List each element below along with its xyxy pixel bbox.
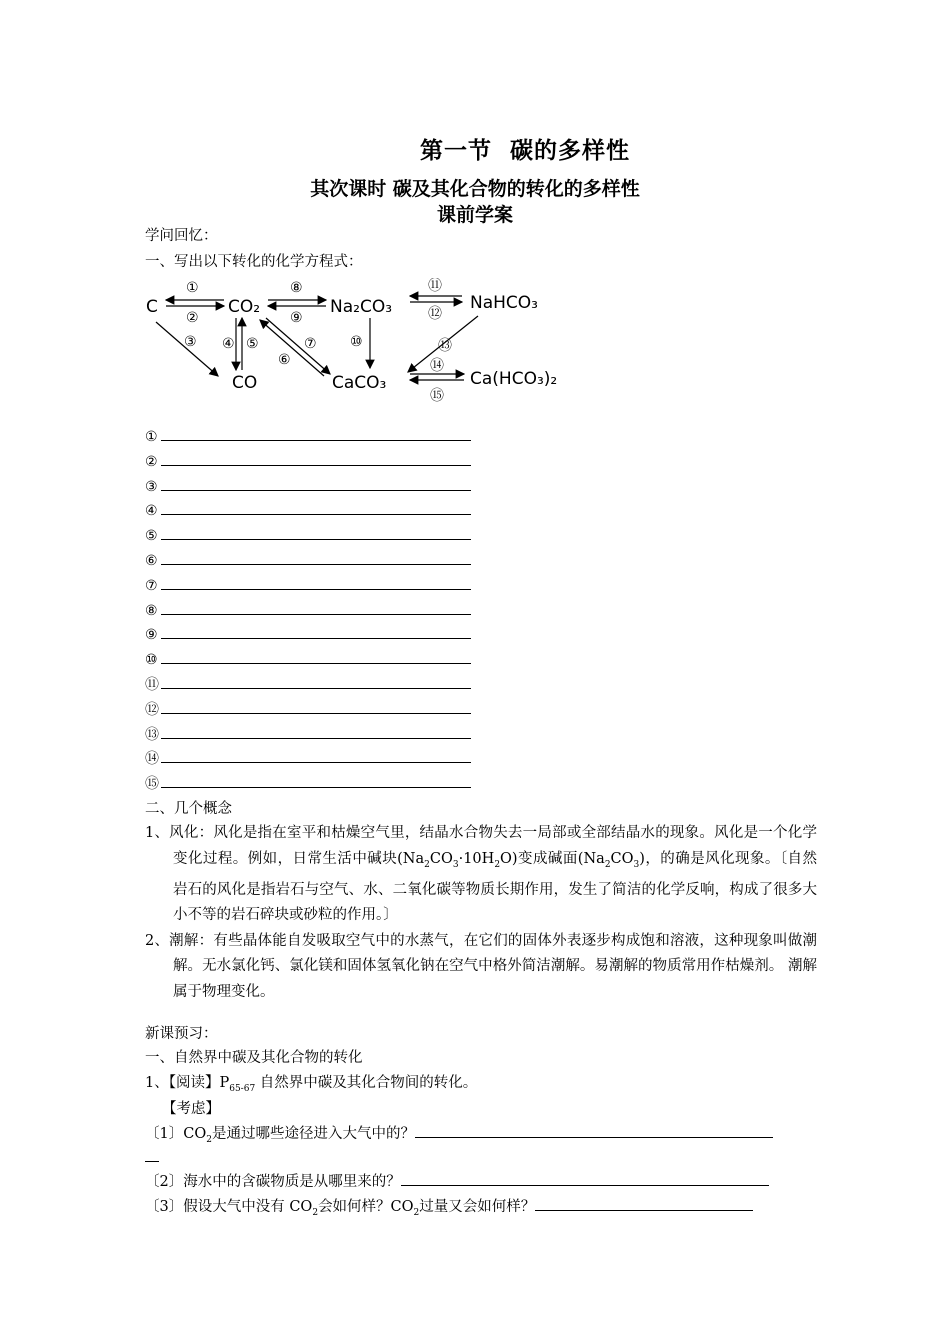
equation-number: ⑨ xyxy=(145,627,158,644)
equation-row xyxy=(145,500,471,519)
equation-row xyxy=(145,624,471,643)
equation-row xyxy=(145,748,471,768)
equation-number: ⑦ xyxy=(145,577,158,594)
equation-number: ② xyxy=(145,453,158,470)
answer-blank-2[interactable] xyxy=(401,1171,769,1186)
equation-number: ⑬ xyxy=(145,726,159,743)
equation-blank[interactable] xyxy=(161,426,471,441)
equation-blank[interactable] xyxy=(161,624,471,639)
node-co: CO xyxy=(232,373,258,393)
node-caco3: CaCO₃ xyxy=(332,373,387,393)
q2-text: 〔2〕海水中的含碳物质是从哪里来的？ xyxy=(145,1174,401,1190)
section-title-text: 碳的多样性 xyxy=(510,137,630,164)
preview-section1: 一、自然界中碳及其化合物的转化 xyxy=(145,1050,363,1066)
equation-number: ⑧ xyxy=(145,602,158,619)
equation-number: ③ xyxy=(145,478,158,495)
q1-text: 是通过哪些途径进入大气中的？ xyxy=(211,1126,415,1142)
sub: 2 xyxy=(312,1207,319,1218)
node-na2co3: Na₂CO₃ xyxy=(330,297,393,317)
read-text: 自然界中碳及其化合物间的转化。 xyxy=(255,1075,478,1091)
equation-blank[interactable] xyxy=(161,724,471,739)
answer-blank-3[interactable] xyxy=(535,1196,753,1211)
label-12: ⑫ xyxy=(428,306,442,322)
equation-blank[interactable] xyxy=(161,575,471,590)
preview-heading: 新课预习： xyxy=(145,1026,218,1042)
label-6: ⑥ xyxy=(278,352,291,368)
label-9: ⑨ xyxy=(290,310,303,326)
equation-row xyxy=(145,699,471,719)
label-8: ⑧ xyxy=(290,280,303,296)
label-1: ① xyxy=(186,280,199,296)
equation-blank[interactable] xyxy=(161,451,471,466)
sub: 2 xyxy=(604,859,611,870)
equation-number: ⑫ xyxy=(145,701,159,718)
equation-blank[interactable] xyxy=(161,600,471,615)
equation-blank[interactable] xyxy=(161,649,471,664)
equation-row xyxy=(145,426,471,445)
equation-row xyxy=(145,525,471,544)
preview-read xyxy=(145,1073,477,1099)
concepts-body xyxy=(145,821,817,1005)
question-3 xyxy=(145,1196,753,1223)
equation-number: ⑮ xyxy=(145,776,159,793)
node-nahco3: NaHCO₃ xyxy=(470,293,538,313)
equation-row xyxy=(145,451,471,470)
q1-text: 〔1〕CO xyxy=(145,1126,207,1142)
concept-weathering xyxy=(145,821,817,929)
lesson-title: 其次课时 碳及其化合物的转化的多样性 xyxy=(310,178,640,200)
answer-blank-1b[interactable] xyxy=(145,1147,159,1162)
node-c: C xyxy=(146,297,158,317)
equation-row xyxy=(145,476,471,495)
equation-number: ⑥ xyxy=(145,553,158,569)
label-15: ⑮ xyxy=(430,388,444,404)
sub: 3 xyxy=(452,859,459,870)
weathering-text: CO xyxy=(429,850,453,867)
node-cahco3: Ca(HCO₃)₂ xyxy=(470,369,558,389)
sub: 2 xyxy=(424,859,430,870)
read-text: 1、【阅读】P xyxy=(145,1075,230,1091)
equation-row xyxy=(145,674,471,694)
conversion-diagram xyxy=(142,278,592,408)
label-2: ② xyxy=(186,310,199,326)
concepts-heading: 二、几个概念 xyxy=(145,801,232,817)
label-4: ④ xyxy=(222,336,235,352)
question-2 xyxy=(145,1171,769,1192)
equation-row xyxy=(145,724,471,744)
node-co2: CO₂ xyxy=(228,297,261,317)
equation-blank[interactable] xyxy=(161,500,471,515)
lesson-subtitle: 课前学案 xyxy=(436,204,513,226)
q3-text: 〔3〕假设大气中没有 CO xyxy=(145,1199,313,1215)
weathering-text: ·10H xyxy=(458,850,495,867)
equation-blank[interactable] xyxy=(161,674,471,689)
answer-blank-1[interactable] xyxy=(415,1123,773,1138)
sub: 2 xyxy=(413,1207,420,1218)
equation-number: ⑪ xyxy=(145,677,159,693)
equation-number: ④ xyxy=(145,503,158,520)
equation-blank[interactable] xyxy=(161,476,471,491)
weathering-text: CO xyxy=(610,850,634,867)
equation-row xyxy=(145,575,471,594)
sub: 2 xyxy=(494,859,501,870)
equation-number: ⑤ xyxy=(145,528,158,545)
equation-blank[interactable] xyxy=(161,550,471,565)
equation-blank[interactable] xyxy=(161,748,471,763)
think-heading: 【考虑】 xyxy=(162,1101,220,1117)
label-13: ⑬ xyxy=(438,338,452,354)
equation-row xyxy=(145,649,471,668)
label-3: ③ xyxy=(184,334,197,350)
sub: 3 xyxy=(633,859,640,870)
sub: 2 xyxy=(206,1134,212,1145)
arrow-7 xyxy=(266,318,330,374)
question-1-continuation xyxy=(145,1147,159,1168)
weathering-text: 1、风化：风化是指在室平和枯燥空气里，结晶水合物失去一局部或全部结晶水的现象。风化是一个化学变化过程。例如，日常生活中碱块(Na xyxy=(145,825,817,867)
question-1 xyxy=(145,1123,773,1150)
equation-blank[interactable] xyxy=(161,773,471,788)
label-10: ⑩ xyxy=(350,334,363,350)
review-task1: 一、写出以下转化的化学方程式： xyxy=(145,254,363,270)
section-title xyxy=(0,132,950,165)
equation-row xyxy=(145,550,471,569)
page-range: 65-67 xyxy=(229,1083,256,1094)
equation-number: ⑭ xyxy=(145,751,159,768)
equation-row xyxy=(145,600,471,619)
equation-number: ⑩ xyxy=(145,652,158,669)
equation-number: ① xyxy=(145,429,158,445)
label-7: ⑦ xyxy=(304,336,317,352)
weathering-text: )，的确是风化现象。〔自然岩石的风化是指岩石与空气、水、二氧化碳等物质长期作用，发生了简洁的化学反响，构成了很多大小不等的岩石碎块或砂粒的作用。〕 xyxy=(173,850,817,924)
concept-deliquescence: 2、潮解：有些晶体能自发吸取空气中的水蒸气，在它们的固体外表逐步构成饱和溶液，这种现象叫做潮解。无水氯化钙、氯化镁和固体氢氧化钠在空气中格外简洁潮解。易潮解的物质常用作枯燥剂。 潮解属于物理变化。 xyxy=(145,932,817,1000)
section-title-number: 第一节 xyxy=(419,137,492,164)
label-5: ⑤ xyxy=(246,336,259,352)
equation-blank[interactable] xyxy=(161,699,471,714)
label-14: ⑭ xyxy=(430,358,444,374)
label-11: ⑪ xyxy=(428,278,442,294)
q3-text: 过量又会如何样？ xyxy=(419,1199,536,1215)
weathering-text: O)变成碱面(Na xyxy=(500,850,605,867)
equation-blank[interactable] xyxy=(161,525,471,540)
review-heading: 学问回忆： xyxy=(145,228,218,244)
q3-text: 会如何样？CO xyxy=(318,1199,414,1215)
equation-row xyxy=(145,773,471,793)
